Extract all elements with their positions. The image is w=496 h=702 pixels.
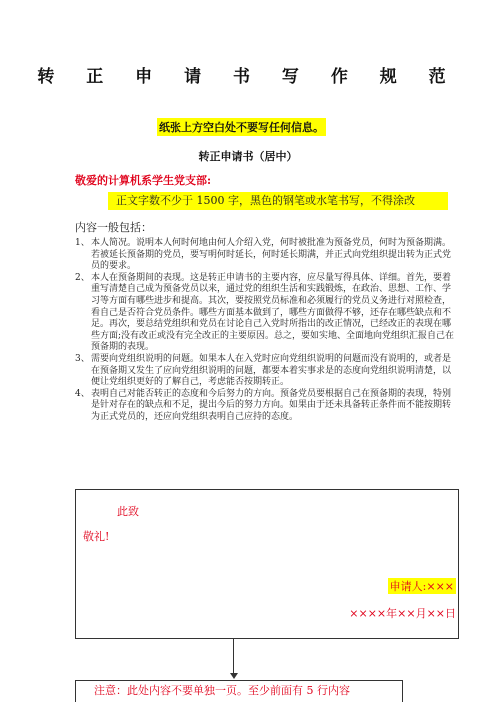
greeting: 敬爱的计算机系学生党支部: <box>75 174 212 187</box>
content-list <box>75 238 455 424</box>
list-item-number: 4、 <box>75 388 90 399</box>
page-title: 转 正 申 请 书 写 作 规 范 <box>37 67 459 87</box>
list-item <box>75 354 455 389</box>
connector-line <box>233 639 234 677</box>
bottom-note: 注意：此处内容不要单独一页。至少前面有 5 行内容 <box>75 680 403 702</box>
list-item <box>75 238 455 273</box>
list-item <box>75 389 455 424</box>
applicant-signature: 申请人:××× <box>389 580 454 593</box>
signature-date: ××××年××月××日 <box>349 607 456 620</box>
closing-cizhi: 此致 <box>117 505 139 518</box>
requirement-note: 正文字数不少于 1500 字，黑色的钢笔或水笔书写，不得涂改 <box>108 192 448 210</box>
list-item-number: 2、 <box>75 272 90 283</box>
list-item-number: 3、 <box>75 353 90 364</box>
closing-jingli: 敬礼! <box>83 530 110 543</box>
list-item-text: 本人在预备期间的表现。这是转正申请书的主要内容，应尽量写得具体、详细。首先，要着重写清楚自己成为预备党员以来，通过党的组织生活和实践锻炼，在政治、思想、工作、学习等方面有哪些进步和提高。其次，要按照党员标准和必须履行的党员义务进行对照检查，看自己是否符合党员条件。哪些方面基本做到了，哪些方面做得不够，还存在哪些缺点和不足。再次，要总结党组织和党员在讨论自己入党时所指出的改正情况，已经改正的表现在哪些方面;没有改正或没有完全改正的主要原因。总之，要如实地、全面地向党组织汇报自己在预备期的表现。 <box>91 272 455 353</box>
list-item-text: 本人简况。说明本人何时何地由何人介绍入党，何时被批准为预备党员，何时为预备期满。若被延长预备期的党员，要写明何时延长，何时延长期满，并正式向党组织提出转为正式党员的要求。 <box>91 238 452 272</box>
list-item-number: 1、 <box>75 238 90 248</box>
list-item-text: 表明自己对能否转正的态度和今后努力的方向。预备党员要根据自己在预备期的表现，特别是针对存在的缺点和不足，提出今后的努力方向。如果由于还未具备转正条件而不能按期转为正式党员的，还应向党组织表明自己应持的态度。 <box>91 388 452 422</box>
list-item <box>75 273 455 354</box>
intro-text: 内容一般包括： <box>75 221 152 234</box>
arrow-down-icon <box>230 673 238 679</box>
warning-note: 纸张上方空白处不要写任何信息。 <box>157 118 326 136</box>
list-item-text: 需要向党组织说明的问题。如果本人在入党时应向党组织说明的问题而没有说明的，或者是在预备期又发生了应向党组织说明的问题，都要本着实事求是的态度向党组织说明清楚，以便让党组织更好的了解自己，考虑能否按期转正。 <box>91 353 452 388</box>
subtitle: 转正申请书（居中） <box>198 150 298 163</box>
